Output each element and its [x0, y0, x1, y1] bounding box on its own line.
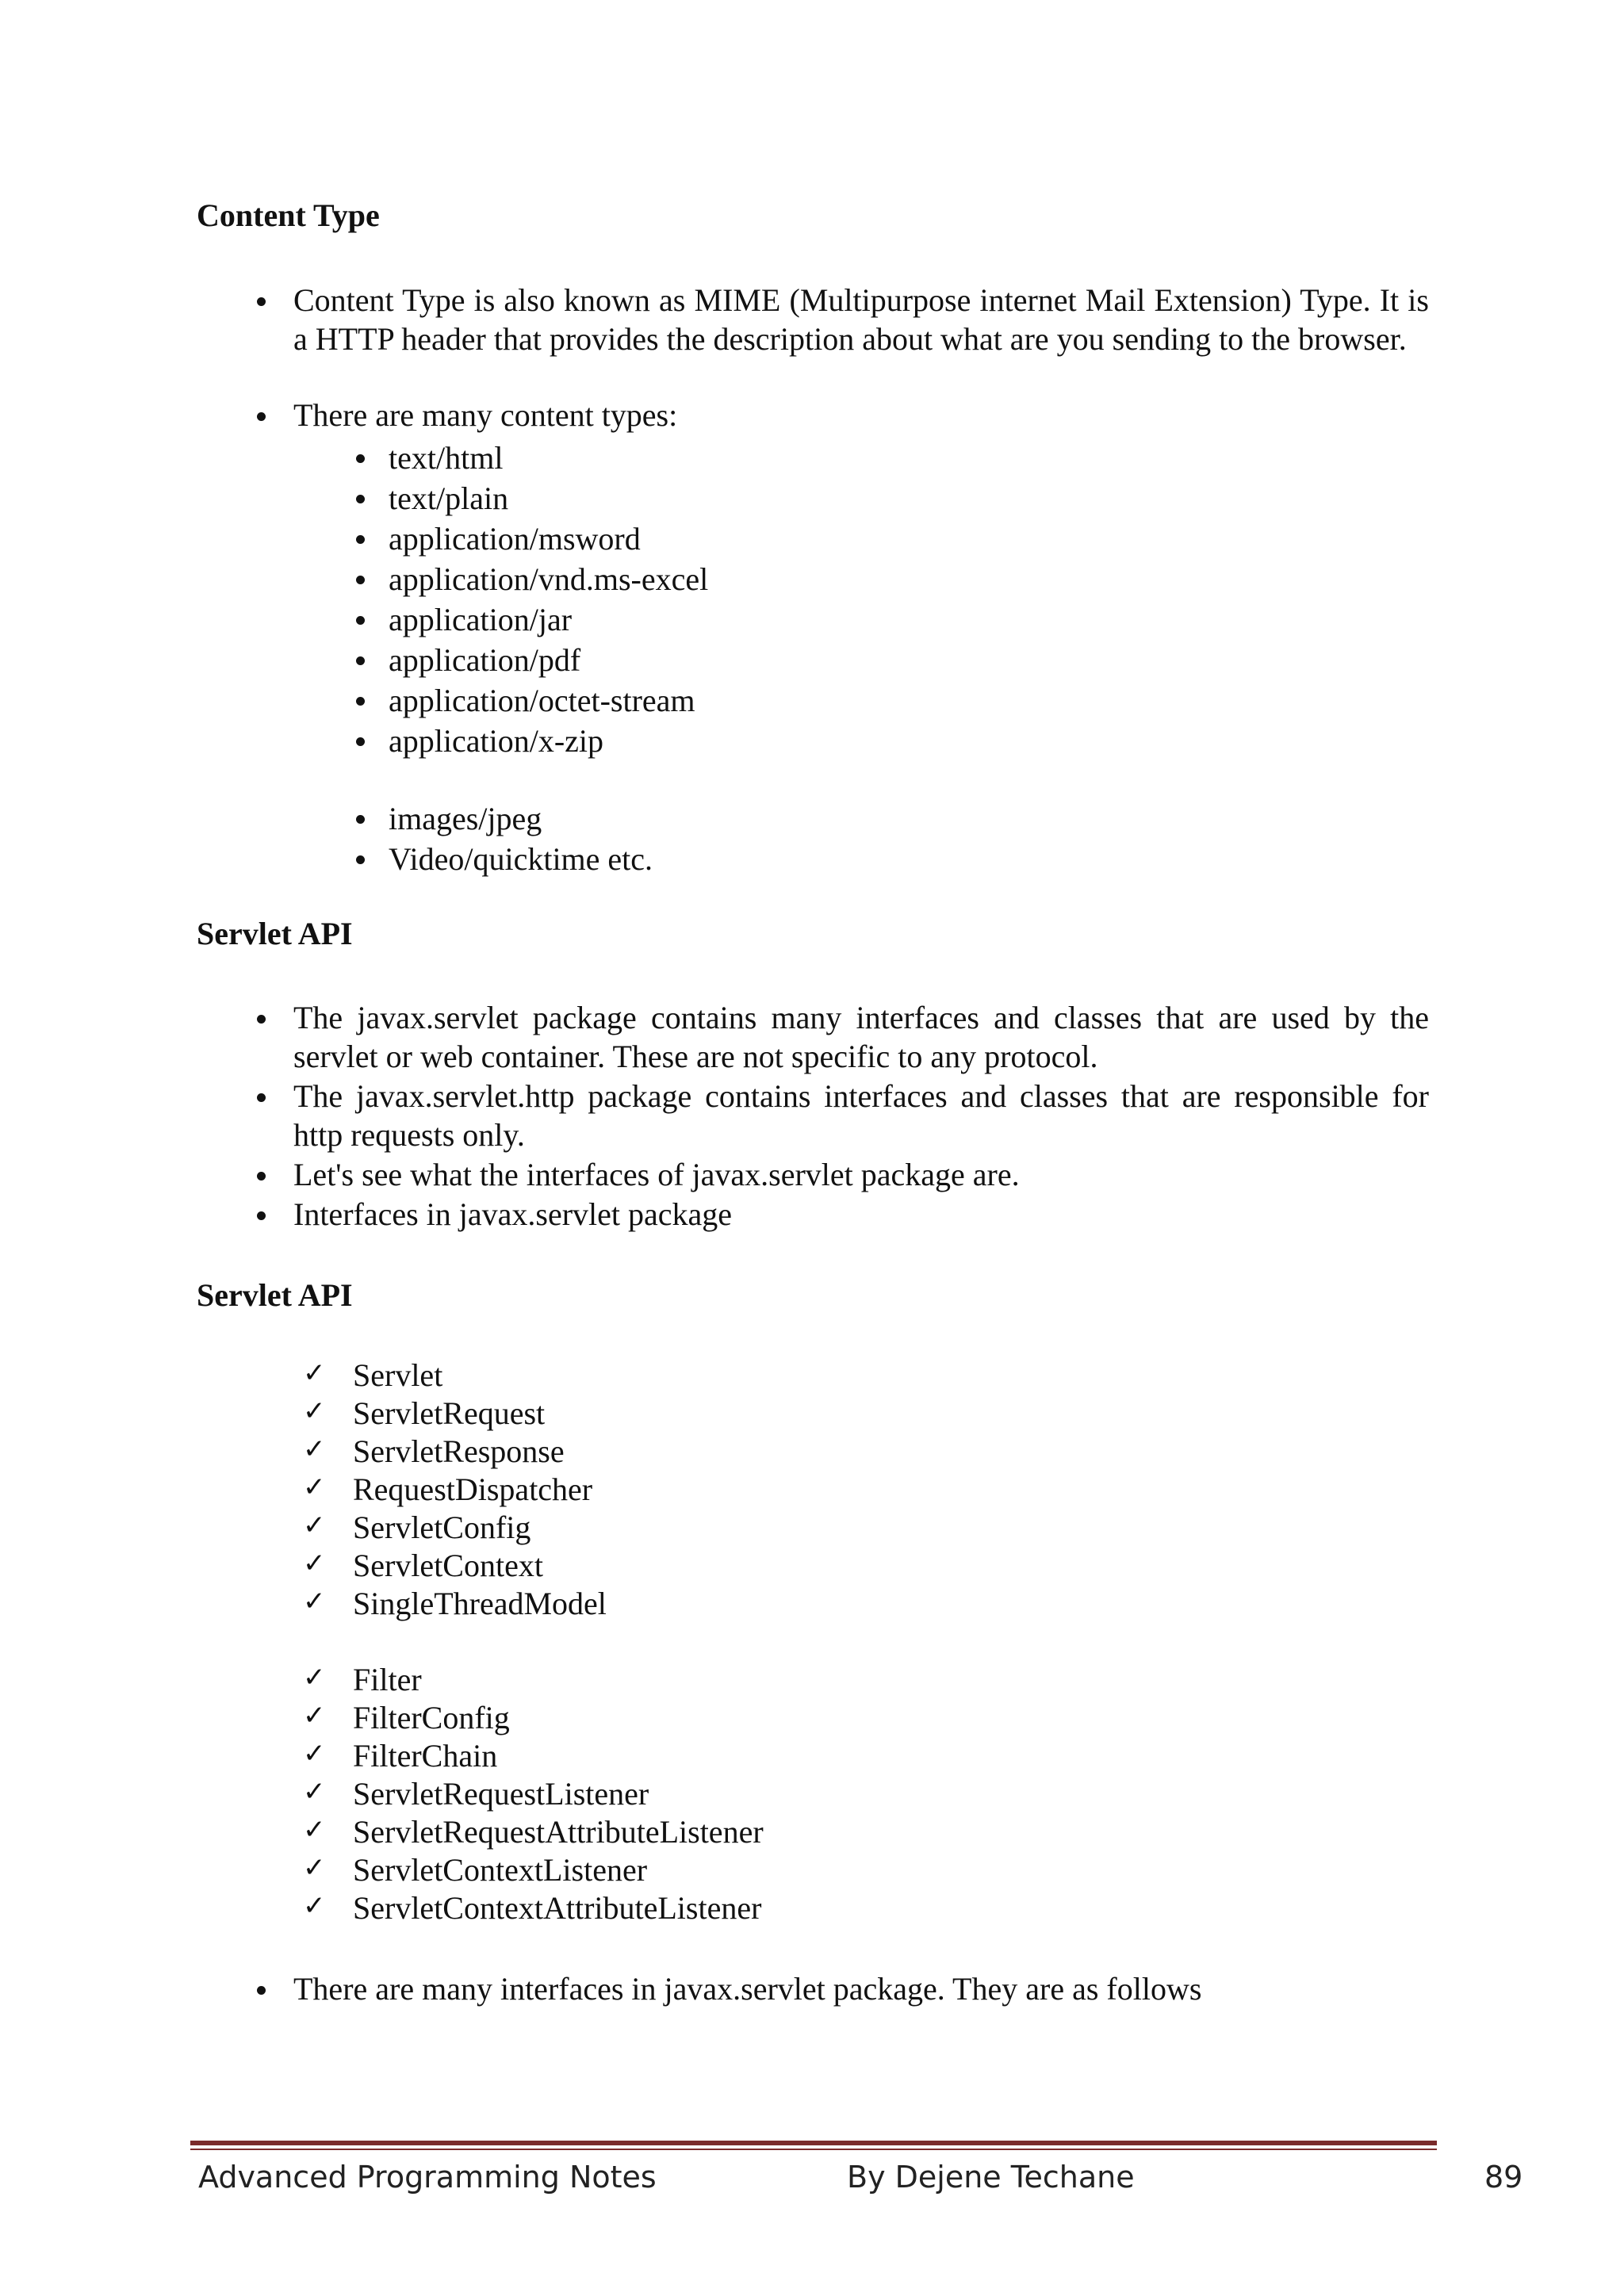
checkmark-icon: ✓ [303, 1662, 326, 1693]
content-type-item: text/html [389, 440, 504, 476]
mime-description-bullet: Content Type is also known as MIME (Multipurpose internet Mail Extension) Type. It is a HTTP header that provides the description about what are you sending to the browser. [293, 281, 1429, 358]
interface-item: ✓ ServletRequestListener [303, 1776, 649, 1812]
footer-rule-thick [190, 2141, 1437, 2145]
interfaces-in-package-bullet: Interfaces in javax.servlet package [293, 1196, 1429, 1234]
checkmark-icon: ✓ [303, 1814, 326, 1846]
servlet-api-heading-2: Servlet API [197, 1277, 353, 1313]
checkmark-icon: ✓ [303, 1700, 326, 1732]
interface-item: ✓ ServletResponse [303, 1433, 565, 1469]
footer-document-title: Advanced Programming Notes [198, 2160, 657, 2195]
content-type-item: application/pdf [389, 642, 581, 678]
interfaces-follow-bullet: There are many interfaces in javax.servlet package. They are as follows [293, 1970, 1429, 2009]
checkmark-icon: ✓ [303, 1586, 326, 1617]
interface-item: ✓ ServletConfig [303, 1510, 531, 1545]
content-type-item: images/jpeg [389, 801, 542, 836]
interface-item: ✓ Servlet [303, 1357, 443, 1393]
footer-author: By Dejene Techane [847, 2160, 1135, 2195]
checkmark-icon: ✓ [303, 1852, 326, 1884]
content-types-intro-bullet: There are many content types: [293, 396, 1429, 435]
interface-item: ✓ ServletRequest [303, 1395, 546, 1431]
checkmark-icon: ✓ [303, 1471, 326, 1503]
interface-item: ✓ ServletContextListener [303, 1852, 648, 1888]
content-type-item: application/x-zip [389, 723, 604, 759]
footer-rule-thin [190, 2149, 1437, 2150]
content-type-item: application/msword [389, 521, 641, 557]
interface-item: ✓ Filter [303, 1662, 422, 1697]
checkmark-icon: ✓ [303, 1510, 326, 1541]
checkmark-icon: ✓ [303, 1548, 326, 1579]
interface-item: ✓ ServletContextAttributeListener [303, 1890, 762, 1926]
interface-item: ✓ FilterConfig [303, 1700, 510, 1735]
checkmark-icon: ✓ [303, 1890, 326, 1922]
content-type-heading: Content Type [197, 197, 380, 233]
interfaces-intro-bullet: Let's see what the interfaces of javax.servlet package are. [293, 1156, 1429, 1195]
content-type-item: application/jar [389, 602, 573, 637]
content-type-item: text/plain [389, 480, 509, 516]
checkmark-icon: ✓ [303, 1395, 326, 1427]
interface-item: ✓ SingleThreadModel [303, 1586, 607, 1621]
checkmark-icon: ✓ [303, 1776, 326, 1808]
checkmark-icon: ✓ [303, 1738, 326, 1770]
page-number: 89 [1484, 2160, 1523, 2195]
interface-item: ✓ ServletContext [303, 1548, 543, 1583]
interface-item: ✓ ServletRequestAttributeListener [303, 1814, 764, 1850]
checkmark-icon: ✓ [303, 1433, 326, 1465]
content-type-item: application/octet-stream [389, 683, 695, 718]
content-type-item: application/vnd.ms-excel [389, 561, 709, 597]
servlet-api-heading: Servlet API [197, 916, 353, 951]
interface-item: ✓ FilterChain [303, 1738, 498, 1774]
javax-servlet-package-bullet: The javax.servlet package contains many interfaces and classes that are used by the servlet or web container. These are not specific to any protocol. [293, 999, 1429, 1076]
javax-servlet-http-package-bullet: The javax.servlet.http package contains interfaces and classes that are responsible for http requests only. [293, 1077, 1429, 1154]
checkmark-icon: ✓ [303, 1357, 326, 1389]
content-type-item: Video/quicktime etc. [389, 841, 653, 877]
interface-item: ✓ RequestDispatcher [303, 1471, 593, 1507]
